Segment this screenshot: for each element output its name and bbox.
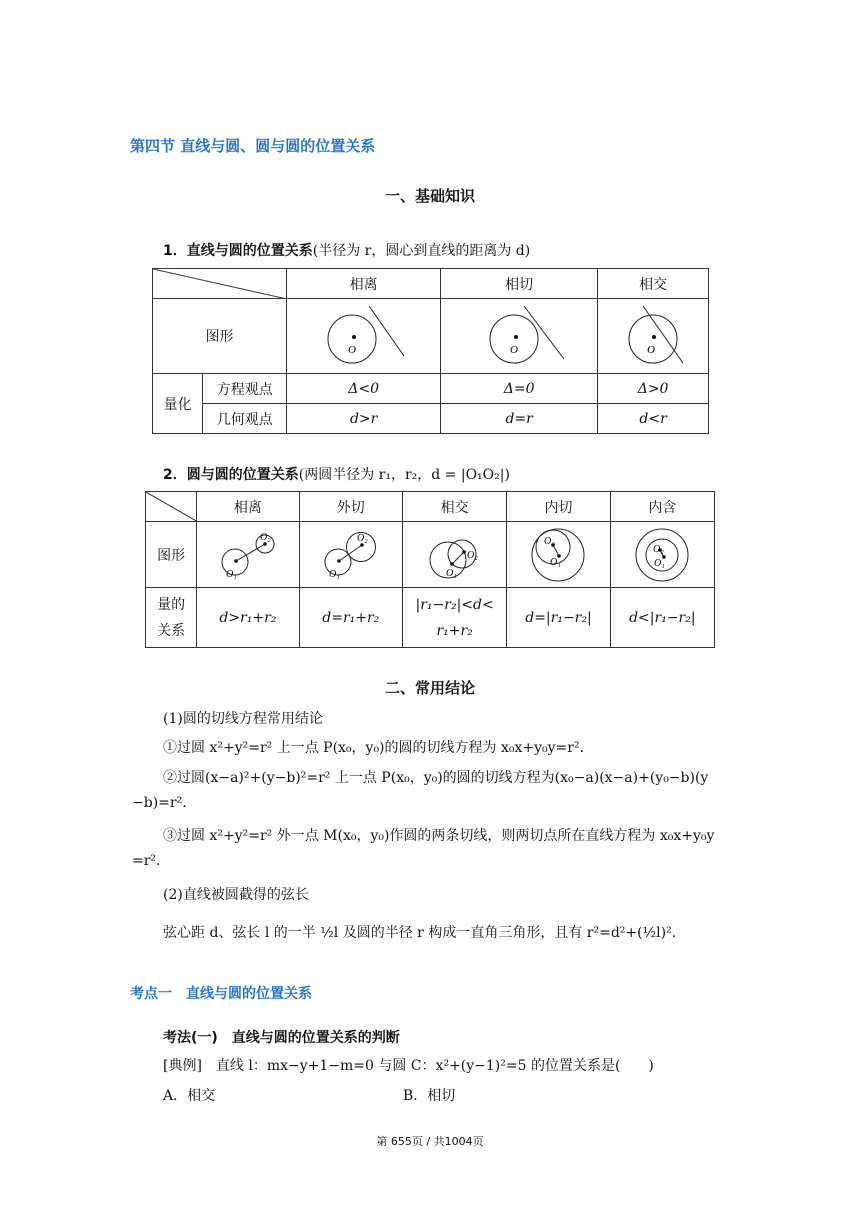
rel-line1: |r₁−r₂|<d< <box>415 596 494 613</box>
conclusion-line: ③过圆 x²+y²=r² 外一点 M(x₀，y₀)作圆的两条切线，则两切点所在直线方程为 x₀x+y₀y <box>163 828 715 844</box>
rel-cell: d<|r₁−r₂| <box>610 588 714 648</box>
option-b: B．相切 <box>403 1088 456 1104</box>
table1-caption-rest: (半径为 r，圆心到直线的距离为 d) <box>312 243 531 259</box>
figure-intersect <box>598 299 709 374</box>
tangent-circle-diagram <box>469 301 569 371</box>
example-text: [典例] 直线 l：mx−y+1−m=0 与圆 C：x²+(y−1)²=5 的位置关系是( ) <box>163 1058 654 1074</box>
geo-cell: d>r <box>287 404 441 434</box>
table2-caption-bold: 2．圆与圆的位置关系 <box>163 467 299 483</box>
table1-header: 相离 <box>287 269 441 299</box>
intersecting-circles-diagram <box>410 524 500 586</box>
o1-label: O₁ <box>445 567 457 579</box>
eq-cell: Δ<0 <box>287 374 441 404</box>
section-title: 第四节 直线与圆、圆与圆的位置关系 <box>130 137 376 155</box>
rel-cell: d>r₁+r₂ <box>197 588 299 648</box>
rel-cell: d=r₁+r₂ <box>299 588 402 648</box>
quant-label: 量化 <box>153 374 203 434</box>
table1-caption-bold: 1．直线与圆的位置关系 <box>163 243 313 259</box>
conclusion-line: 弦心距 d、弦长 l 的一半 ½l 及圆的半径 r 构成一直角三角形，且有 r²=d²+(½l)². <box>163 925 677 941</box>
center-o-label: O <box>647 344 656 356</box>
conclusion-line: ①过圆 x²+y²=r² 上一点 P(x₀，y₀)的圆的切线方程为 x₀x+y₀y=r². <box>163 740 585 756</box>
table2-header: 外切 <box>299 492 402 522</box>
conclusion-line: ②过圆(x−a)²+(y−b)²=r² 上一点 P(x₀，y₀)的圆的切线方程为(x₀−a)(x−a)+(y₀−b)(y <box>163 770 709 786</box>
separate-circle-diagram <box>314 301 414 371</box>
o1-label: O₁ <box>225 568 237 580</box>
table2-figure-label: 图形 <box>146 522 197 588</box>
kaodian-heading: 考点一 直线与圆的位置关系 <box>130 986 312 1002</box>
center-o-label: O <box>347 344 356 356</box>
o1-label: O₁ <box>550 556 562 568</box>
o2-label: O₂ <box>466 549 478 561</box>
conclusion-line: (1)圆的切线方程常用结论 <box>163 711 323 727</box>
part1-heading: 一、基础知识 <box>384 187 475 205</box>
eq-cell: Δ>0 <box>598 374 709 404</box>
figure-two-external <box>299 522 402 588</box>
table2-header: 相离 <box>197 492 299 522</box>
table2-caption-rest: (两圆半径为 r₁，r₂，d = |O₁O₂|) <box>298 467 510 483</box>
table2-quant-label <box>146 588 197 648</box>
internal-tangent-diagram <box>513 524 603 586</box>
quant-label-line2: 关系 <box>157 622 186 639</box>
page-footer: 第 655页 / 共1004页 <box>376 1135 484 1148</box>
part2-heading: 二、常用结论 <box>384 679 475 697</box>
rel-line2: r₁+r₂ <box>436 622 473 639</box>
equation-view-label: 方程观点 <box>203 374 287 404</box>
figure-two-internal <box>507 522 610 588</box>
diagonal-line <box>153 269 287 299</box>
conclusion-line: −b)=r². <box>132 795 187 811</box>
separate-circles-diagram <box>203 524 293 586</box>
table1-header: 相交 <box>598 269 709 299</box>
table2-header: 内切 <box>507 492 610 522</box>
o2-label: O₂ <box>356 532 368 544</box>
center-o-label: O <box>510 344 519 356</box>
rel-cell-intersect <box>402 588 506 648</box>
quant-label-line1: 量的 <box>157 596 186 613</box>
figure-label: 图形 <box>205 329 234 345</box>
geo-cell: d<r <box>598 404 709 434</box>
figure-tangent <box>441 299 598 374</box>
external-tangent-diagram <box>306 524 396 586</box>
conclusion-line: (2)直线被圆截得的弦长 <box>163 887 309 903</box>
circle-circle-table <box>145 491 715 648</box>
geometry-view-label: 几何观点 <box>203 404 287 434</box>
table2-header: 相交 <box>402 492 506 522</box>
line-circle-table <box>152 268 709 434</box>
figure-two-contained <box>610 522 714 588</box>
intersect-circle-diagram <box>603 301 703 371</box>
diagonal-line <box>146 492 198 522</box>
rel-cell: d=|r₁−r₂| <box>507 588 610 648</box>
conclusion-line: =r². <box>132 853 161 869</box>
o2-label: O₂ <box>544 535 556 547</box>
o2-label: O₂ <box>653 543 665 555</box>
table1-corner <box>153 269 287 299</box>
table1-header: 相切 <box>441 269 598 299</box>
table1-caption <box>163 240 530 260</box>
figure-two-intersect <box>402 522 506 588</box>
table1-row-figure <box>153 299 287 374</box>
figure-separate <box>287 299 441 374</box>
figure-two-separate <box>197 522 299 588</box>
o1-label: O₁ <box>654 557 666 569</box>
geo-cell: d=r <box>441 404 598 434</box>
kaofa-heading: 考法(一) 直线与圆的位置关系的判断 <box>163 1030 400 1046</box>
option-a: A．相交 <box>163 1088 216 1104</box>
o1-label: O₁ <box>328 568 340 580</box>
o2-label: O₂ <box>259 531 271 543</box>
contained-circles-diagram <box>617 524 707 586</box>
table2-header: 内含 <box>610 492 714 522</box>
table2-corner <box>146 492 197 522</box>
eq-cell: Δ=0 <box>441 374 598 404</box>
table2-caption <box>163 464 510 484</box>
